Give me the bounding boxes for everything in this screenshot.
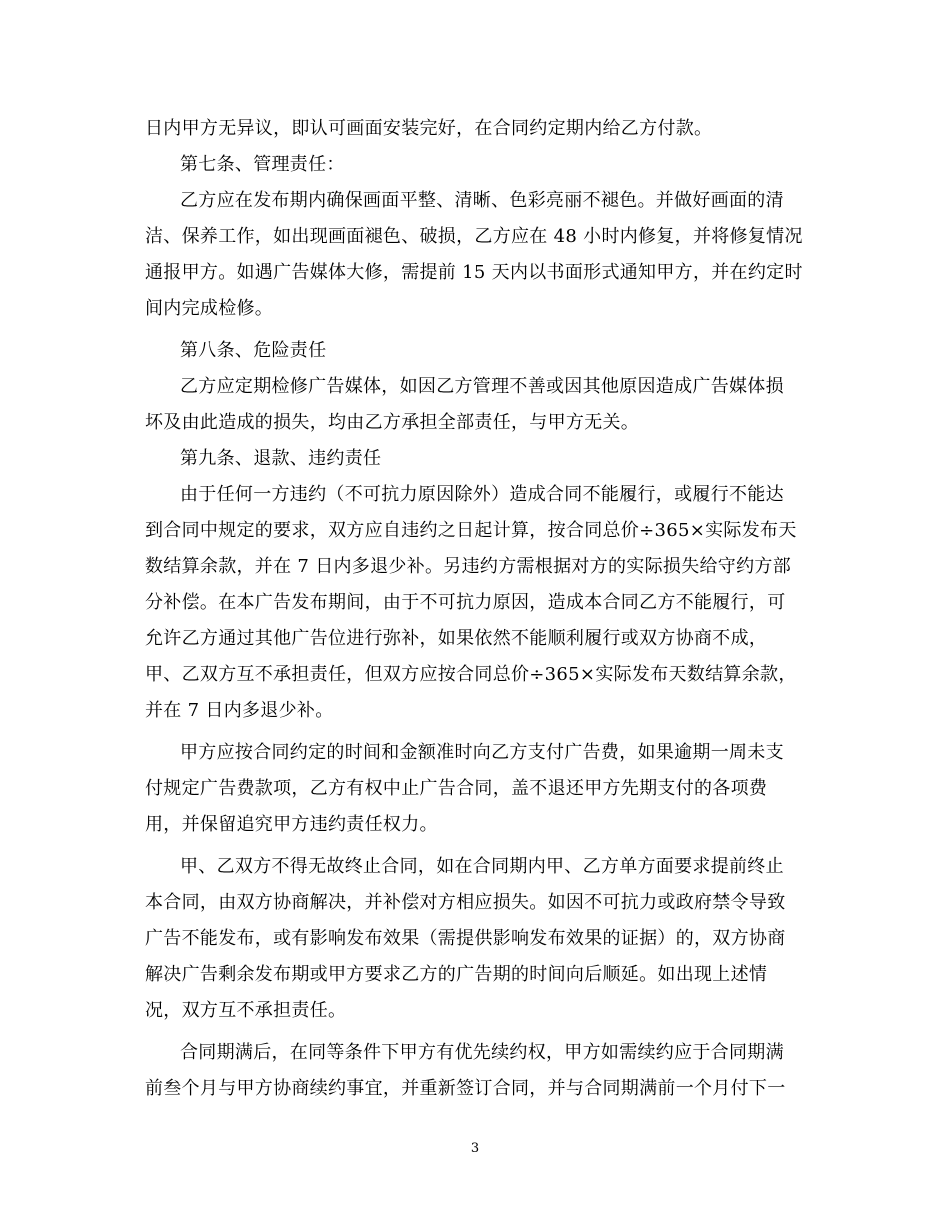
text-line: 洁、保养工作，如出现画面褪色、破损，乙方应在 48 小时内修复，并将修复情况	[145, 226, 803, 247]
text-line: 前叁个月与甲方协商续约事宜，并重新签订合同，并与合同期满前一个月付下一	[145, 1078, 786, 1099]
text-line: 坏及由此造成的损失，均由乙方承担全部责任，与甲方无关。	[145, 412, 640, 433]
text-line: 甲、乙双方不得无故终止合同，如在合同期内甲、乙方单方面要求提前终止	[180, 856, 784, 877]
section-heading: 第七条、管理责任：	[180, 154, 345, 175]
section-heading: 第八条、危险责任	[180, 340, 327, 361]
text-line: 日内甲方无异议，即认可画面安装完好，在合同约定期内给乙方付款。	[145, 118, 713, 139]
text-line: 付规定广告费款项，乙方有权中止广告合同，盖不退还甲方先期支付的各项费	[145, 778, 768, 799]
text-line: 乙方应定期检修广告媒体，如因乙方管理不善或因其他原因造成广告媒体损	[180, 376, 784, 397]
text-line: 分补偿。在本广告发布期间，由于不可抗力原因，造成本合同乙方不能履行，可	[145, 592, 786, 613]
text-line: 甲方应按合同约定的时间和金额准时向乙方支付广告费，如果逾期一周未支	[180, 742, 784, 763]
text-line: 合同期满后，在同等条件下甲方有优先续约权，甲方如需续约应于合同期满	[180, 1042, 784, 1063]
text-line: 由于任何一方违约（不可抗力原因除外）造成合同不能履行，或履行不能达	[180, 484, 784, 505]
text-line: 广告不能发布，或有影响发布效果（需提供影响发布效果的证据）的，双方协商	[145, 928, 786, 949]
section-heading: 第九条、退款、违约责任	[180, 448, 382, 469]
text-line: 间内完成检修。	[145, 298, 274, 319]
page-number: 3	[470, 1141, 480, 1156]
text-line: 允许乙方通过其他广告位进行弥补，如果依然不能顺利履行或双方协商不成，	[145, 628, 768, 649]
text-line: 本合同，由双方协商解决，并补偿对方相应损失。如因不可抗力或政府禁令导致	[145, 892, 786, 913]
text-line: 乙方应在发布期内确保画面平整、清晰、色彩亮丽不褪色。并做好画面的清	[180, 190, 784, 211]
text-line: 况，双方互不承担责任。	[145, 1000, 347, 1021]
text-line: 到合同中规定的要求，双方应自违约之日起计算，按合同总价÷365×实际发布天	[145, 520, 797, 541]
text-line: 数结算余款，并在 7 日内多退少补。另违约方需根据对方的实际损失给守约方部	[145, 556, 791, 577]
text-line: 甲、乙双方互不承担责任，但双方应按合同总价÷365×实际发布天数结算余款，	[145, 664, 797, 685]
text-line: 用，并保留追究甲方违约责任权力。	[145, 814, 438, 835]
text-line: 并在 7 日内多退少补。	[145, 700, 334, 721]
text-line: 通报甲方。如遇广告媒体大修，需提前 15 天内以书面形式通知甲方，并在约定时	[145, 262, 803, 283]
text-line: 解决广告剩余发布期或甲方要求乙方的广告期的时间向后顺延。如出现上述情	[145, 964, 768, 985]
